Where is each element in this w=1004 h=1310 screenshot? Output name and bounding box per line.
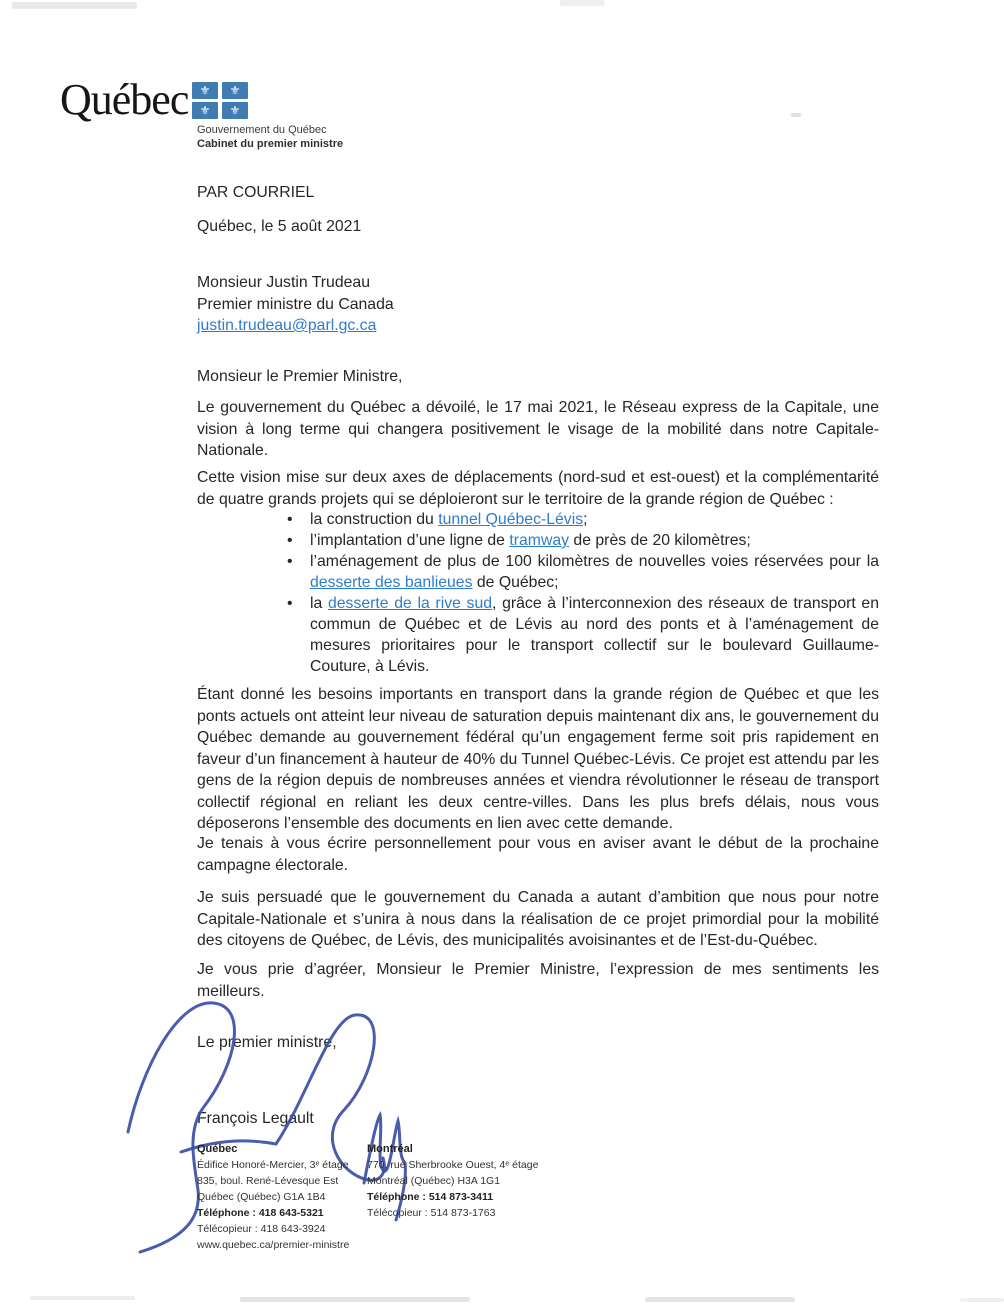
footer-office-montreal: [367, 1141, 567, 1221]
scan-artifact: [645, 1297, 795, 1302]
tunnel-quebec-levis-link[interactable]: tunnel Québec-Lévis: [438, 511, 584, 528]
bullet-icon: •: [287, 595, 293, 612]
cabinet-line: Cabinet du premier ministre: [197, 138, 344, 150]
office-address-line: Édifice Honoré-Mercier, 3ᵉ étage: [197, 1159, 349, 1171]
recipient-name: Monsieur Justin Trudeau: [197, 274, 370, 291]
bullet-text: la construction du: [310, 511, 439, 528]
bullet-text: de Québec;: [472, 574, 559, 591]
paragraph-financement: Étant donné les besoins importants en transport dans la grande région de Québec et que les ponts actuels ont atteint leur niveau de saturation depuis maintenant dix ans, le gouvernement du Québec demande au gouvernement fédéral qu’un engagement ferme soit pris rapidement en faveur d’un financement à hauteur de 40% du Tunnel Québec-Lévis. Ce projet est attendu par les gens de la région depuis de nombreuses années et viendra révolutionner le réseau de transport collectif régional en reliant les deux centre-villes. Dans les plus brefs délais, nous vous déposerons l’ensemble des documents en lien avec cette demande.: [197, 686, 879, 832]
office-address-line: 835, boul. René-Lévesque Est: [197, 1175, 339, 1187]
recipient-email-link[interactable]: justin.trudeau@parl.gc.ca: [197, 317, 377, 334]
dateline: Québec, le 5 août 2021: [197, 218, 362, 235]
recipient-title: Premier ministre du Canada: [197, 295, 394, 313]
bullet-icon: •: [287, 553, 293, 570]
fleur-de-lis-icon: ⚜: [229, 83, 241, 97]
government-line: Gouvernement du Québec: [197, 124, 327, 136]
quebec-flag-icon: [192, 82, 248, 119]
bullet-text: l’implantation d’une ligne de: [310, 532, 510, 549]
scan-artifact: [12, 2, 137, 9]
desserte-banlieues-link[interactable]: desserte des banlieues: [310, 574, 473, 591]
scan-artifact: [960, 1298, 1004, 1302]
flag-square: [222, 102, 248, 119]
office-phone: Téléphone : 418 643-5321: [197, 1207, 324, 1219]
flag-square: [192, 82, 218, 99]
office-website-link[interactable]: www.quebec.ca/premier-ministre: [197, 1239, 350, 1251]
office-title: Montréal: [367, 1143, 413, 1155]
letterhead-department: [197, 123, 343, 151]
office-phone: Téléphone : 514 873-3411: [367, 1191, 494, 1203]
signatory-name: François Legault: [197, 1110, 314, 1127]
bullet-text: de près de 20 kilomètres;: [569, 532, 751, 549]
salutation: Monsieur le Premier Ministre,: [197, 368, 403, 385]
bullet-icon: •: [287, 532, 293, 549]
flag-square: [192, 102, 218, 119]
list-item-banlieues: [285, 551, 879, 593]
list-item-tunnel: [285, 509, 879, 530]
scan-artifact: [791, 113, 801, 117]
office-title: Québec: [197, 1143, 238, 1155]
fleur-de-lis-icon: ⚜: [229, 103, 241, 117]
office-address-line: Québec (Québec) G1A 1B4: [197, 1191, 326, 1203]
flag-square: [222, 82, 248, 99]
paragraph-vision-intro: Cette vision mise sur deux axes de déplacements (nord-sud et est-ouest) et la complémentarité de quatre grands projets qui se déploieront sur le territoire de la grande région de Québec :: [197, 469, 879, 508]
quebec-wordmark: Québec: [60, 75, 189, 124]
paragraph-ambition: Je suis persuadé que le gouvernement du Canada a autant d’ambition que nous pour notre Capitale-Nationale et s’unira à nous dans la réalisation de ce projet primordial pour la mobilité des citoyens de Québec, de Lévis, des municipalités avoisinantes et de l’Est-du-Québec.: [197, 889, 879, 949]
bullet-text: , grâce à l’interconnexion des réseaux de transport en commun de Québec et de Lévis au nord des ponts et à l’aménagement de mesures prioritaires pour le transport collectif sur le boulevard Guillaume-Couture, à Lévis.: [310, 595, 879, 675]
signature-title: Le premier ministre,: [197, 1034, 337, 1051]
paragraph-campagne: Je tenais à vous écrire personnellement pour vous en aviser avant le début de la prochaine campagne électorale.: [197, 835, 879, 874]
bullet-icon: •: [287, 511, 293, 528]
bullet-text: l’aménagement de plus de 100 kilomètres de nouvelles voies réservées pour la: [310, 553, 879, 570]
office-fax: Télécopieur : 514 873-1763: [367, 1207, 496, 1219]
paragraph-reseau-express: Le gouvernement du Québec a dévoilé, le 17 mai 2021, le Réseau express de la Capitale, une vision à long terme qui changera positivement le visage de la mobilité dans notre Capitale-Nationale.: [197, 399, 879, 459]
scan-artifact: [560, 0, 605, 6]
projects-list: [197, 509, 879, 677]
bullet-text: ;: [583, 511, 588, 528]
list-item-tramway: [285, 530, 879, 551]
fleur-de-lis-icon: ⚜: [199, 83, 211, 97]
office-address-line: Montréal (Québec) H3A 1G1: [367, 1175, 501, 1187]
office-address-line: 770, rue Sherbrooke Ouest, 4ᵉ étage: [367, 1159, 539, 1171]
bullet-text: la: [310, 595, 328, 612]
tramway-link[interactable]: tramway: [509, 532, 570, 549]
list-item-rive-sud: [285, 593, 879, 677]
desserte-rive-sud-link[interactable]: desserte de la rive sud: [327, 595, 493, 612]
recipient-block: [197, 272, 879, 337]
office-fax: Télécopieur : 418 643-3924: [197, 1223, 326, 1235]
scan-artifact: [240, 1297, 470, 1302]
fleur-de-lis-icon: ⚜: [199, 103, 211, 117]
delivery-method: PAR COURRIEL: [197, 184, 315, 201]
scan-artifact: [30, 1296, 135, 1300]
footer-office-quebec: [197, 1141, 367, 1253]
paragraph-politesse: Je vous prie d’agréer, Monsieur le Premier Ministre, l’expression de mes sentiments les meilleurs.: [197, 961, 879, 1000]
